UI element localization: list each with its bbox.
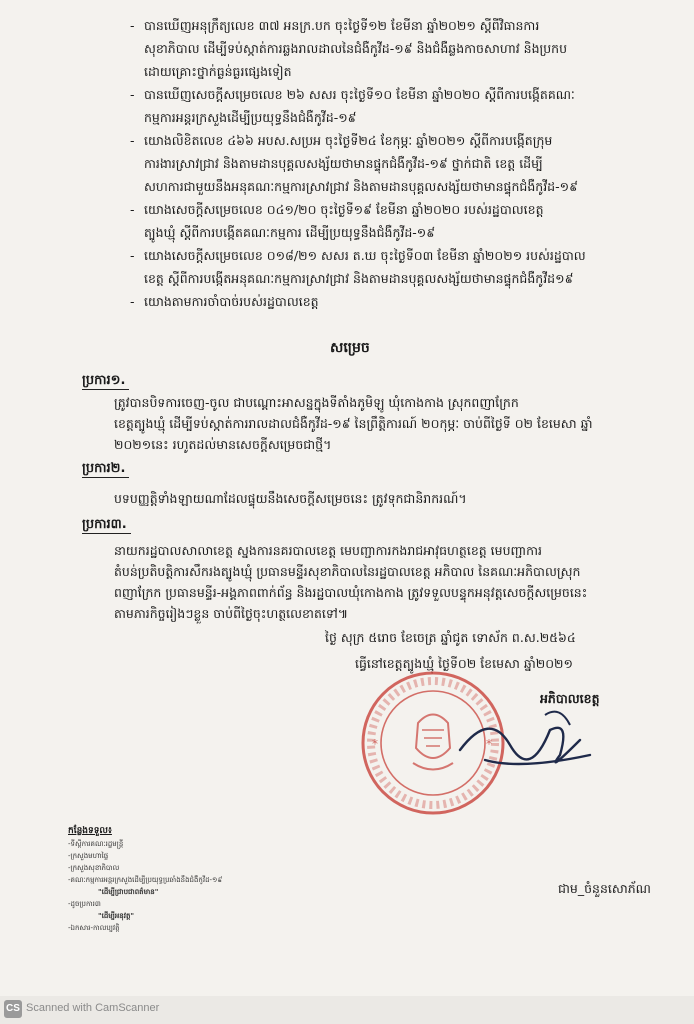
- reference-line: យោងសេចក្តីសម្រេចលេខ ០១៨/២១ សសរ ត.ឃ ចុះថ្ងៃទី០៣ ខែមីនា ឆ្នាំ២០២១ របស់រដ្ឋបាល: [144, 248, 586, 263]
- reference-line: បានឃើញសេចក្តីសម្រេចលេខ ២៦ សសរ ចុះថ្ងៃទី១០ ខែមីនា ឆ្នាំ២០២០ ស្តីពីការបង្កើតគណៈ: [144, 87, 575, 102]
- article-1-label: ប្រការ១.: [82, 372, 125, 391]
- recipient-item: -ទីស្តីការគណៈរដ្ឋមន្ត្រី: [68, 840, 124, 848]
- reference-line: ត្បូងឃ្មុំ ស្តីពីការបង្កើតគណៈកម្មការ ដើម្បីប្រយុទ្ធនឹងជំងឺកូវីដ-១៩: [144, 225, 436, 240]
- recipient-item: -ក្រសួងមហាផ្ទៃ: [68, 852, 109, 860]
- scanner-watermark: Scanned with CamScanner: [26, 1002, 160, 1014]
- reference-line: យោងតាមការចាំបាច់របស់រដ្ឋបាលខេត្ត: [144, 294, 319, 309]
- reference-line: កម្មការអន្តរក្រសួងដើម្បីប្រយុទ្ធនឹងជំងឺកូវីដ-១៩: [144, 110, 357, 125]
- reference-item: [130, 244, 650, 290]
- reference-line: ខេត្ត ស្តីពីការបង្កើតអនុគណៈកម្មការស្រាវជ្រាវ និងតាមដានបុគ្គលសង្ស័យថាមានផ្ទុកជំងឺកូវីដ១៩: [144, 271, 574, 286]
- reference-item: [130, 290, 650, 313]
- recipient-item: -ក្រសួងសុខាភិបាល: [68, 864, 120, 872]
- handwritten-signature-icon: [450, 700, 610, 780]
- reference-line: ដោយគ្រោះថ្នាក់ធ្ងន់ធ្ងរផ្សេងទៀត: [144, 64, 292, 79]
- article-2-label: ប្រការ២.: [82, 460, 125, 479]
- recipients-heading: កន្លែងទទួល៖: [68, 826, 112, 836]
- signatory-name: ជាម_ចំនួនសោភ័ណ: [558, 881, 651, 896]
- article-3-text: [114, 540, 654, 624]
- article-1-text: [114, 392, 654, 455]
- recipient-item: -ឯកសារ-កាលប្បវត្តិ: [68, 924, 120, 932]
- date-solar: ធ្វើនៅខេត្តត្បូងឃ្មុំ ថ្ងៃទី០២ ខែមេសា ឆ្នាំ២០២១: [355, 656, 573, 671]
- article-line: ត្រូវបានបិទការចេញ-ចូល ជាបណ្តោះអាសន្នក្នុងទីតាំងភូមិឡូ ឃុំកោងកាង ស្រុកពញាក្រែក: [114, 395, 519, 410]
- reference-item: [130, 14, 650, 83]
- reference-item: [130, 129, 650, 198]
- reference-line: ការងារស្រាវជ្រាវ និងតាមដានបុគ្គលសង្ស័យថាមានផ្ទុកជំងឺកូវីដ-១៩ ថ្នាក់ជាតិ ខេត្ត ដើម្បី: [144, 156, 543, 171]
- bullet-dash: -: [130, 294, 135, 309]
- signatory-title: អភិបាលខេត្ត: [540, 691, 600, 706]
- svg-text:*: *: [372, 737, 378, 751]
- decision-heading: សម្រេច: [330, 340, 370, 356]
- article-2-text: [114, 488, 654, 509]
- bullet-dash: -: [130, 248, 135, 263]
- article-3-label: ប្រការ៣.: [82, 516, 127, 535]
- article-line: ពញាក្រែក ប្រធានមន្ទីរ-អង្គភាពពាក់ព័ន្ធ និងរដ្ឋបាលឃុំកោងកាង ត្រូវទទួលបន្ទុកអនុវត្តសេចក្តីសម្រេចនេះ: [114, 585, 588, 600]
- reference-list: [130, 14, 650, 313]
- recipients-block: [68, 825, 328, 934]
- date-lunar: ថ្ងៃ សុក្រ ៥រោច ខែចេត្រ ឆ្នាំជូត ទោស័ក ព.ស.២៥៦៤: [325, 630, 576, 645]
- bullet-dash: -: [130, 18, 135, 33]
- reference-line: បានឃើញអនុក្រឹត្យលេខ ៣៧ អនក្រ.បក ចុះថ្ងៃទី១២ ខែមីនា ឆ្នាំ២០២១ ស្តីពីវិធានការ: [144, 18, 540, 33]
- article-line: ខេត្តត្បូងឃ្មុំ ដើម្បីទប់ស្កាត់ការរាលដាលជំងឺកូវីដ-១៩ នៃព្រឹត្តិការណ៍ ២០កុម្ភៈ ចាប់ពីថ្ងៃទី ០២ ខែមេសា ឆ្នាំ: [114, 416, 593, 431]
- reference-line: សុខាភិបាល ដើម្បីទប់ស្កាត់ការឆ្លងរាលដាលនៃជំងឺកូវីដ-១៩ និងជំងឺឆ្លងកាចសាហាវ និងប្រកប: [144, 41, 568, 56]
- reference-line: យោងលិខិតលេខ ៤៦៦ អបស.សប្រអ ចុះថ្ងៃទី២៤ ខែកុម្ភៈ ឆ្នាំ២០២១ ស្តីពីការបង្កើតក្រុម: [144, 133, 553, 148]
- reference-item: [130, 198, 650, 244]
- reference-item: [130, 83, 650, 129]
- article-line: នាយករដ្ឋបាលសាលាខេត្ត ស្នងការនគរបាលខេត្ត មេបញ្ជាការកងរាជអាវុធហត្ថខេត្ត មេបញ្ជាការ: [114, 543, 542, 558]
- article-line: តំបន់ប្រតិបត្តិការសឹករងត្បូងឃ្មុំ ប្រធានមន្ទីរសុខាភិបាលនៃរដ្ឋបាលខេត្ត អភិបាល នៃគណៈអភិបាលស្រុក: [114, 564, 581, 579]
- article-line: តាមភារកិច្ចរៀងៗខ្លួន ចាប់ពីថ្ងៃចុះហត្ថលេខាតទៅ៕: [114, 606, 349, 621]
- article-line: ២០២១នេះ រហូតដល់មានសេចក្តីសម្រេចជាថ្មី។: [114, 437, 332, 452]
- bullet-dash: -: [130, 133, 135, 148]
- recipient-item: -ដូចប្រការ៣: [68, 900, 101, 908]
- recipient-item: -គណៈកម្មការអន្តរក្រសួងដើម្បីប្រយុទ្ធប្រឆាំងនឹងជំងឺកូវីដ-១៩: [68, 876, 223, 884]
- bullet-dash: -: [130, 202, 135, 217]
- camscanner-logo-icon: CS: [4, 1000, 22, 1018]
- svg-text:*: *: [486, 737, 492, 751]
- reference-line: យោងសេចក្តីសម្រេចលេខ ០៤១/២០ ចុះថ្ងៃទី១៩ ខែមីនា ឆ្នាំ២០២០ របស់រដ្ឋបាលខេត្ត: [144, 202, 544, 217]
- recipient-item: "ដើម្បីអនុវត្ត": [98, 912, 135, 920]
- recipient-item: "ដើម្បីជ្រាបជាពត៌មាន": [98, 888, 159, 896]
- reference-line: សហការជាមួយនឹងអនុគណៈកម្មការស្រាវជ្រាវ និងតាមដានបុគ្គលសង្ស័យថាមានផ្ទុកជំងឺកូវីដ-១៩: [144, 179, 578, 194]
- bullet-dash: -: [130, 87, 135, 102]
- article-line: បទបញ្ញត្តិទាំងឡាយណាដែលផ្ទុយនឹងសេចក្តីសម្រេចនេះ ត្រូវទុកជានិរាករណ៍។: [114, 491, 467, 506]
